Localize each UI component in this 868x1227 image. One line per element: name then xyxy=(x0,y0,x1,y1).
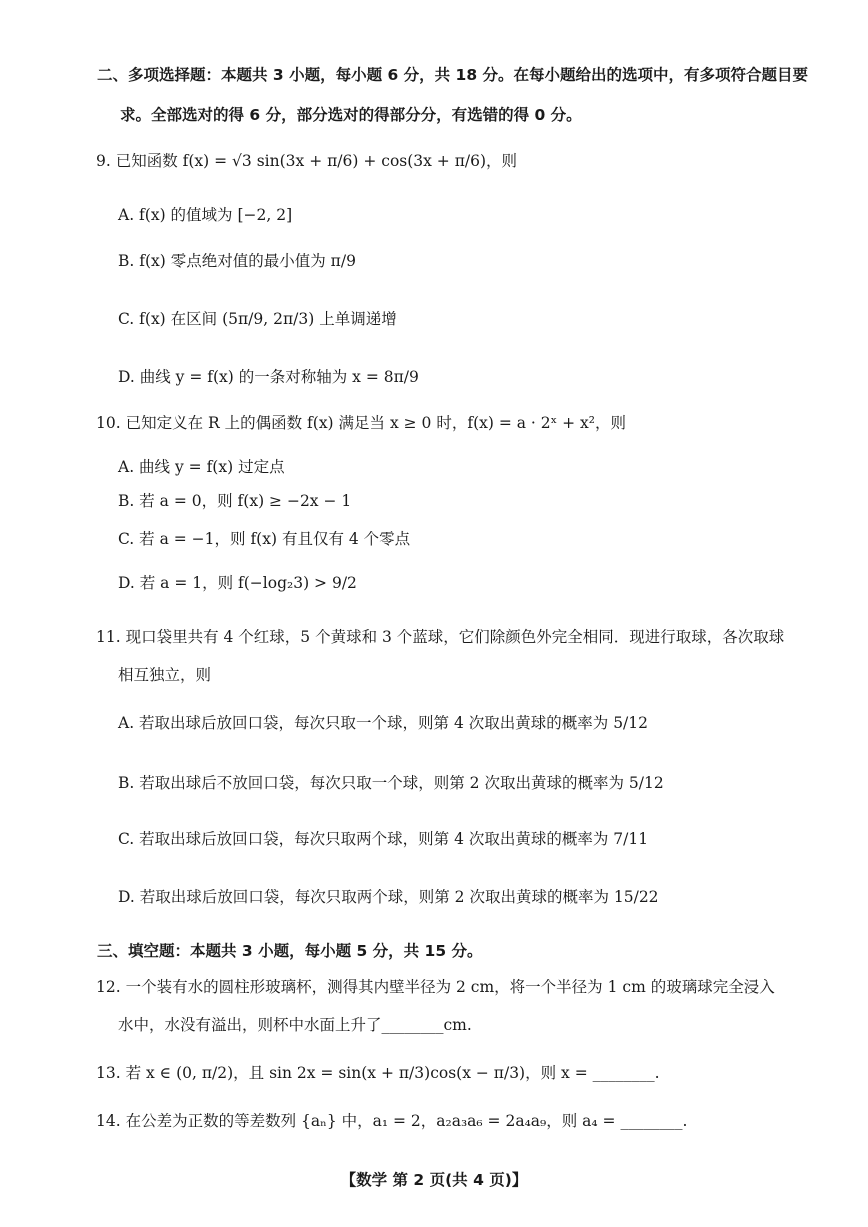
question-9-stem: 9. 已知函数 f(x) = √3 sin(3x + π/6) + cos(3x + π/6)，则 xyxy=(96,152,518,170)
question-12-line-1: 12. 一个装有水的圆柱形玻璃杯，测得其内壁半径为 2 cm，将一个半径为 1 cm 的玻璃球完全浸入 xyxy=(96,978,775,996)
question-9-option-c: C. f(x) 在区间 (5π/9, 2π/3) 上单调递增 xyxy=(118,310,397,328)
question-10-option-a: A. 曲线 y = f(x) 过定点 xyxy=(118,458,285,476)
question-9-option-d: D. 曲线 y = f(x) 的一条对称轴为 x = 8π/9 xyxy=(118,368,419,386)
page-footer: 【数学 第 2 页(共 4 页)】 xyxy=(340,1171,528,1189)
question-9-option-a: A. f(x) 的值域为 [−2, 2] xyxy=(118,206,293,224)
section-header-multi-choice-cont: 求。全部选对的得 6 分，部分选对的得部分分，有选错的得 0 分。 xyxy=(120,106,582,124)
question-10-stem: 10. 已知定义在 R 上的偶函数 f(x) 满足当 x ≥ 0 时，f(x) = a · 2ˣ + x²，则 xyxy=(96,414,626,432)
question-10-option-c: C. 若 a = −1，则 f(x) 有且仅有 4 个零点 xyxy=(118,530,411,548)
question-12-line-2: 水中，水没有溢出，则杯中水面上升了________cm. xyxy=(118,1016,472,1034)
question-11-option-c: C. 若取出球后放回口袋，每次只取两个球，则第 4 次取出黄球的概率为 7/11 xyxy=(118,830,649,848)
section-header-fill-blank: 三、填空题：本题共 3 小题，每小题 5 分，共 15 分。 xyxy=(97,942,483,960)
section-header-multi-choice: 二、多项选择题：本题共 3 小题，每小题 6 分，共 18 分。在每小题给出的选项中，有多项符合题目要 xyxy=(97,66,809,84)
question-10-option-b: B. 若 a = 0，则 f(x) ≥ −2x − 1 xyxy=(118,492,352,510)
question-10-option-d: D. 若 a = 1，则 f(−log₂3) > 9/2 xyxy=(118,574,357,592)
question-11-option-b: B. 若取出球后不放回口袋，每次只取一个球，则第 2 次取出黄球的概率为 5/12 xyxy=(118,774,664,792)
question-9-option-b: B. f(x) 零点绝对值的最小值为 π/9 xyxy=(118,252,356,270)
question-11-option-d: D. 若取出球后放回口袋，每次只取两个球，则第 2 次取出黄球的概率为 15/22 xyxy=(118,888,659,906)
question-11-option-a: A. 若取出球后放回口袋，每次只取一个球，则第 4 次取出黄球的概率为 5/12 xyxy=(118,714,648,732)
question-14: 14. 在公差为正数的等差数列 {aₙ} 中，a₁ = 2，a₂a₃a₆ = 2a₄a₉，则 a₄ = ________. xyxy=(96,1112,688,1130)
question-11-stem: 11. 现口袋里共有 4 个红球，5 个黄球和 3 个蓝球，它们除颜色外完全相同．现进行取球，各次取球 xyxy=(96,628,785,646)
question-13: 13. 若 x ∈ (0, π/2)，且 sin 2x = sin(x + π/3)cos(x − π/3)，则 x = ________. xyxy=(96,1064,660,1082)
question-11-stem-cont: 相互独立，则 xyxy=(118,666,212,684)
